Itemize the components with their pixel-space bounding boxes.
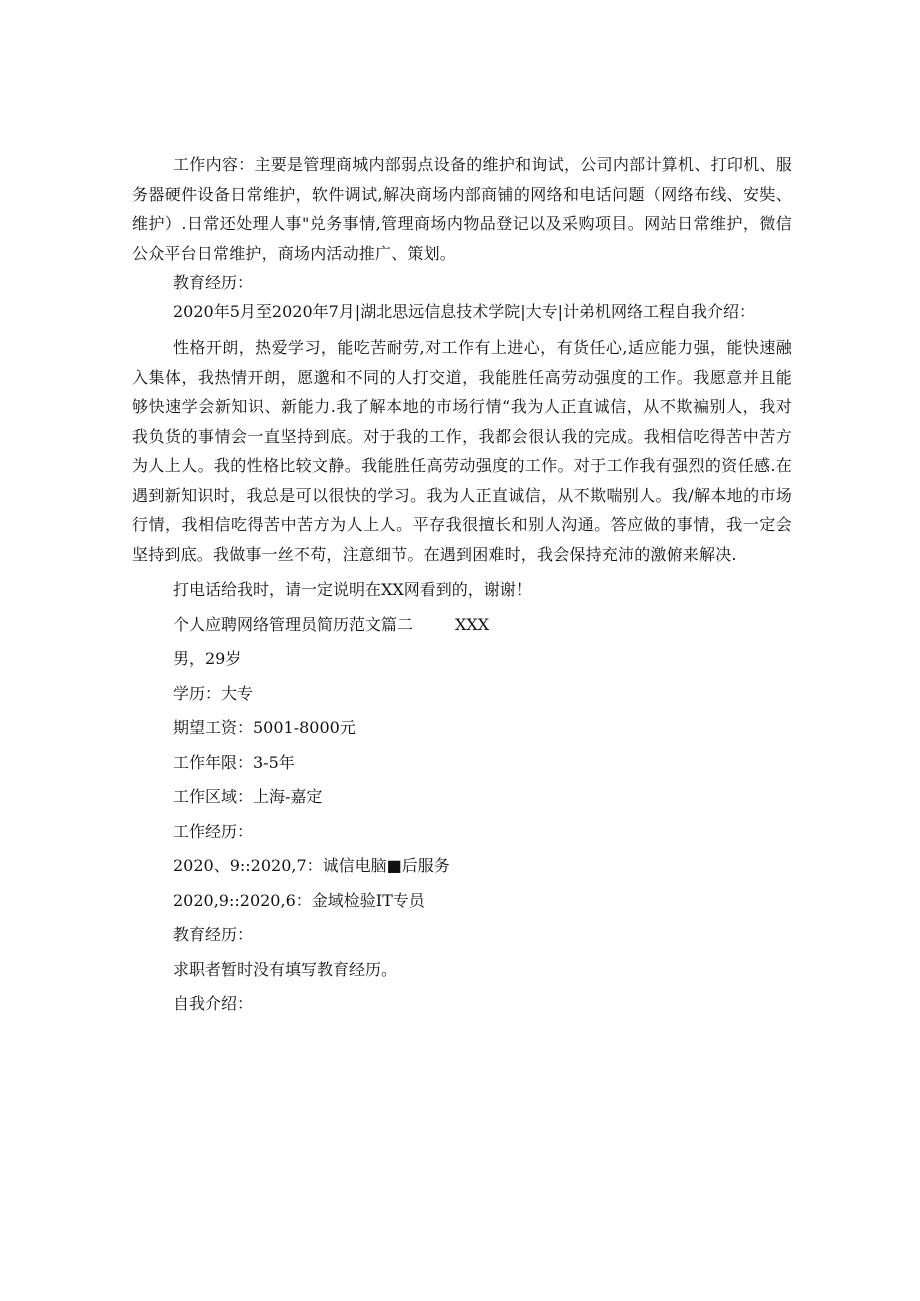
self-intro-heading: 自我介绍：	[173, 994, 254, 1013]
work-history-heading: 工作经历：	[173, 821, 254, 841]
document-body	[132, 150, 792, 1018]
expected-salary: 期望工资：5001-8000元	[173, 718, 356, 737]
resume-details	[132, 575, 792, 1018]
resume-title-line	[132, 610, 792, 639]
education-heading: 教育经历：	[173, 925, 254, 944]
work-years: 工作年限：3-5年	[173, 752, 295, 772]
gender-age: 男，29岁	[173, 649, 242, 668]
work-area: 工作区域：上海-嘉定	[173, 787, 323, 806]
resume-title: 个人应聘网络管理员简历范文篇二	[173, 614, 414, 634]
education-entry: 2020年5月至2020年7月|湖北思远信息技术学院|大专|计弟机网络工程自我介绍：	[173, 302, 755, 321]
work-history-item: 2020、9::2020,7：诚信电脑■后服务	[173, 856, 450, 875]
education-none-note: 求职者暂时没有填写教育经历。	[173, 959, 398, 979]
contact-note: 打电话给我时，请一定说明在XX网看到的，谢谢！	[173, 580, 532, 599]
education-heading: 教育经历：	[173, 273, 254, 292]
work-content-paragraph: 工作内容：主要是管理商城内部弱点设备的维护和询试，公司内部计算机、打印机、服务器硬件设备日常维护，软件调试,解决商场内部商铺的网络和电话问题（网络布线、安奘、维护）.日常还处理人事"兑务事情,管理商场内物品登记以及采购项目。网站日常维护，微信公众平台日常维护，商场内活动推广、策划。	[132, 155, 792, 263]
self-intro-paragraph: 性格开朗，热爱学习，能吃苦耐劳,对工作有上进心，有货任心,适应能力强，能快速融入集体，我热情开朗，愿邈和不同的人打交道，我能胜任高劳动强度的工作。我愿意并且能够快速学会新知识、新能力.我了解本地的市场行情“我为人正直诚信，从不欺褊别人，我对我负货的事情会一直坚持到底。对于我的工作，我都会很认我的完成。我相信吃得苦中苦方为人上人。我的性格比较文静。我能胜任高劳动强度的工作。对于工作我有强烈的资任感.在遇到新知识时，我总是可以很快的学习。我为人正直诚信，从不欺喘别人。我/解本地的市场行情，我相信吃得苦中苦方为人上人。平存我很擅长和别人沟通。答应做的事情，我一定会坚持到底。我做事一丝不苟，注意细节。在遇到困难时，我会保持充沛的激俯来解决.	[132, 338, 792, 564]
education-level: 学历：大专	[173, 683, 254, 703]
resume-name: XXX	[455, 614, 490, 634]
work-history-item: 2020,9::2020,6：金域检验IT专员	[173, 890, 425, 910]
